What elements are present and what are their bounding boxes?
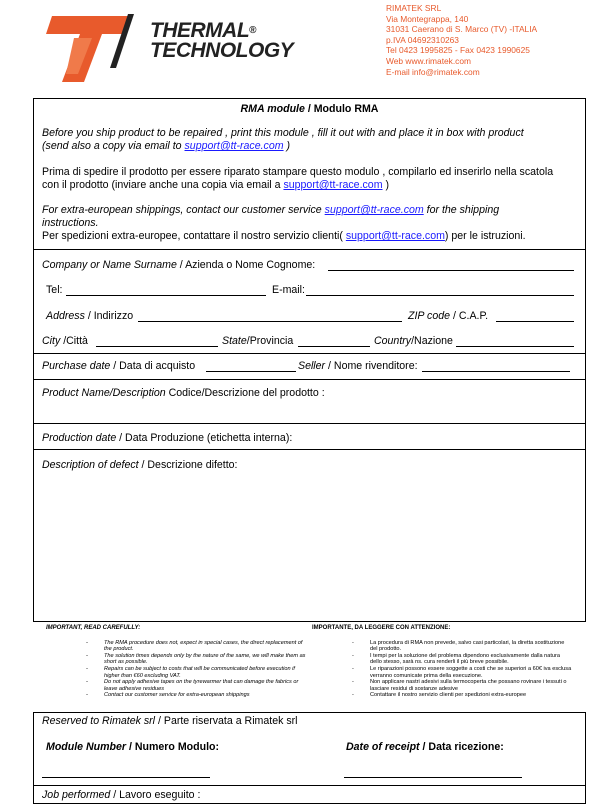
support-email-link[interactable]: support@tt-race.com [345,230,445,242]
company-label: Company or Name Surname / Azienda o Nome Cognome: [42,259,316,271]
section-divider [34,785,585,786]
seller-field[interactable] [422,371,570,372]
company-line: 31031 Caerano di S. Marco (TV) -ITALIA [386,24,538,35]
company-line: Web www.rimatek.com [386,55,472,66]
brand-name: THERMAL® TECHNOLOGY [150,19,294,62]
note-item: - I tempi per la soluzione del problema dipendono esclusivamente dalla natura dello stesso, sarà ns. cura renderli il più breve possibile. [312,653,572,666]
intro-en-line1: Before you ship product to be repaired , print this module , fill it out with and place it in box with product [42,127,524,139]
section-divider [34,449,585,450]
support-email-link[interactable]: support@tt-race.com [283,179,383,191]
seller-label: Seller / Nome rivenditore: [298,360,418,372]
important-notes [40,625,580,713]
date-receipt-label: Date of receipt / Data ricezione: [346,741,504,753]
purchase-date-label: Purchase date / Data di acquisto [42,360,196,372]
product-label: Product Name/Description Codice/Descrizione del prodotto : [42,387,325,399]
city-label: City /Città [42,335,88,347]
note-item: - La procedura di RMA non prevede, salvo casi particolari, la diretta sostituzione del prodotto. [312,640,572,653]
note-item: - Contattare il nostro servizio clienti per spedizioni extra-europee [312,692,572,699]
company-line: RIMATEK SRL [386,3,442,13]
extra-it-line1: Per spedizioni extra-europee, contattare il nostro servizio clienti( support@tt-race.com) per le istruzioni. [42,230,526,242]
purchase-date-field[interactable] [206,371,296,372]
note-item: - The RMA procedure does not, expect in special cases, the direct replacement of the product. [46,640,306,653]
email-field[interactable] [306,295,574,296]
date-receipt-field[interactable] [344,777,522,778]
reserved-title: Reserved to Rimatek srl / Parte riservata a Rimatek srl [42,715,298,727]
company-field[interactable] [328,270,574,271]
module-number-field[interactable] [42,777,210,778]
support-email-link[interactable]: support@tt-race.com [324,204,424,216]
state-field[interactable] [298,346,370,347]
form-title: RMA module / Modulo RMA [240,103,379,115]
company-line: Tel 0423 1995825 - Fax 0423 1990625 [386,45,530,56]
address-field[interactable] [138,321,402,322]
section-divider [34,353,585,354]
support-email-link[interactable]: support@tt-race.com [184,140,284,152]
note-item: - Contact our customer service for extra-european shippings [46,692,306,699]
job-performed-label: Job performed / Lavoro eseguito : [42,789,201,801]
zip-field[interactable] [496,321,574,322]
notes-en-title: IMPORTANT, READ CAREFULLY: [46,625,141,631]
tel-field[interactable] [66,295,266,296]
country-label: Country/Nazione [374,335,453,347]
note-item: - Non applicare nastri adesivi sulla termocoperta che possano rovinare i tessuti o lasciare residui di sostanze adesive [312,679,572,692]
extra-en-line2: instructions. [42,217,99,229]
company-line: E-mail info@rimatek.com [386,66,480,77]
note-item: - Do not apply adhesive tapes on the tyrewarmer that can damage the fabrics or leave adhesive residues [46,679,306,692]
section-divider [34,423,585,424]
tel-label: Tel: [46,284,63,296]
company-line: Via Montegrappa, 140 [386,13,469,24]
defect-label: Description of defect / Descrizione difetto: [42,459,238,471]
extra-en-line1: For extra-european shippings, contact our customer service support@tt-race.com for the shipping [42,204,500,216]
production-date-label: Production date / Data Produzione (etichetta interna): [42,432,293,444]
state-label: State/Provincia [222,335,294,347]
city-field[interactable] [96,346,218,347]
section-divider [34,379,585,380]
company-info [386,3,537,77]
notes-it [312,625,572,699]
rma-form [33,98,586,622]
intro-it-line2: con il prodotto (inviare anche una copia via email a support@tt-race.com ) [42,179,390,191]
intro-it-line1: Prima di spedire il prodotto per essere riparato stampare questo modulo , compilarlo ed inserirlo nella scatola [42,166,554,178]
country-field[interactable] [456,346,574,347]
intro-en-line2: (send also a copy via email to support@tt-race.com ) [42,140,291,152]
note-item: - The solution times depends only by the nature of the same, we will make them as short as possible. [46,653,306,666]
zip-label: ZIP code / C.A.P. [408,310,489,322]
thermal-technology-logo-icon [44,12,134,82]
reserved-section [33,712,586,804]
company-line: p.IVA 04692310263 [386,34,459,45]
module-number-label: Module Number / Numero Modulo: [46,741,220,753]
section-divider [34,249,585,250]
note-item: - Repairs can be subject to costs that will be communicated before execution if higher than €60 excluding VAT. [46,666,306,679]
notes-en [46,625,306,699]
email-label: E-mail: [272,284,305,296]
note-item: - Le riparazioni possono essere soggette a costi che se superiori a 60€ iva esclusa verranno comunicate prima della esecuzione. [312,666,572,679]
address-label: Address / Indirizzo [46,310,134,322]
header [0,0,611,90]
notes-it-title: IMPORTANTE, DA LEGGERE CON ATTENZIONE: [312,625,451,631]
